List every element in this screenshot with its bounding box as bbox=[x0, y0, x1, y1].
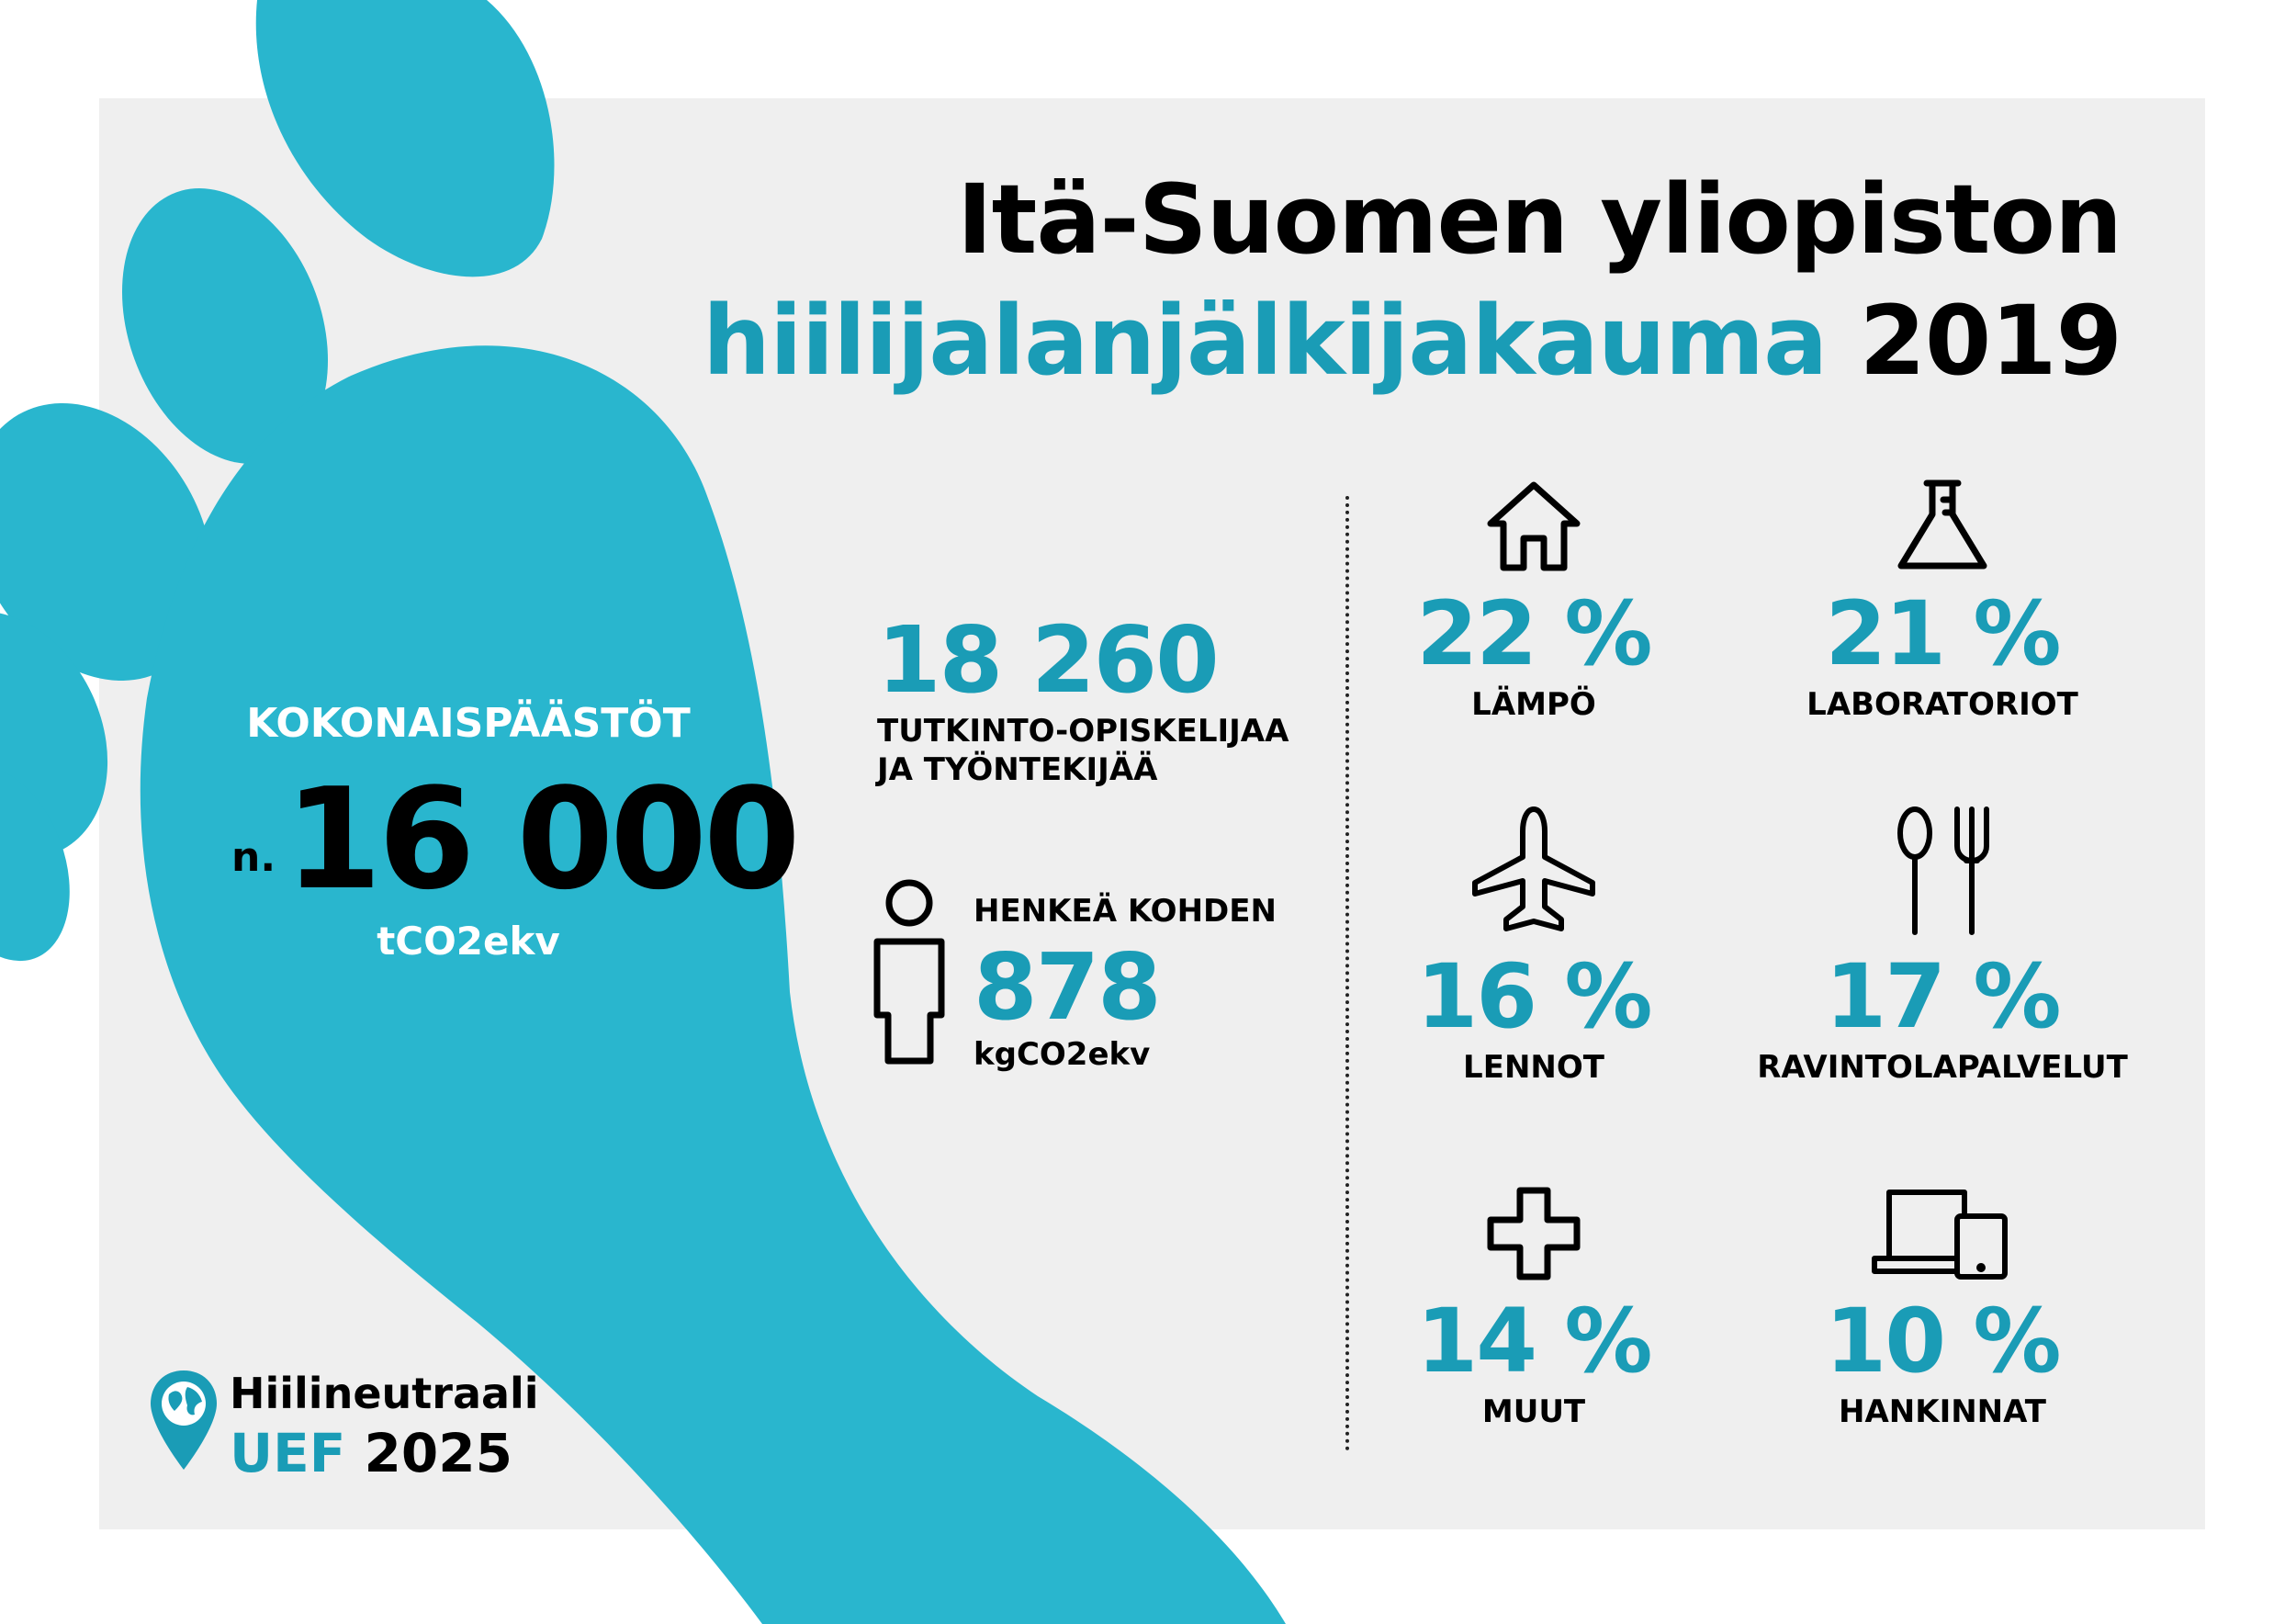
people-label-line2: JA TYÖNTEKIJÄÄ bbox=[877, 751, 1158, 788]
category-pct: 17 % bbox=[1825, 945, 2060, 1048]
per-person-unit: kgCO2ekv bbox=[974, 1036, 1151, 1073]
category-label: RAVINTOLAPALVELUT bbox=[1757, 1049, 2128, 1086]
category-label: LÄMPÖ bbox=[1471, 686, 1596, 723]
category-pct: 21 % bbox=[1825, 582, 2060, 685]
category-label: LABORATORIOT bbox=[1806, 686, 2078, 723]
laptop-tablet-icon bbox=[1869, 1185, 2016, 1281]
total-label: KOKONAISPÄÄSTÖT bbox=[246, 700, 691, 747]
house-icon bbox=[1483, 478, 1584, 574]
title-accent: hiilijalanjälkijakauma bbox=[702, 285, 1828, 397]
total-value: 16 000 bbox=[285, 758, 797, 920]
title-year: 2019 bbox=[1859, 285, 2122, 397]
title-line1: Itä-Suomen yliopiston bbox=[956, 164, 2122, 276]
title-line2 bbox=[703, 285, 2122, 397]
people-label bbox=[877, 712, 1289, 789]
category-restaurants bbox=[1750, 804, 2135, 1088]
category-procurement bbox=[1750, 1185, 2135, 1432]
person-icon bbox=[868, 877, 951, 1070]
total-prefix: n. bbox=[231, 834, 276, 881]
plus-icon bbox=[1483, 1185, 1584, 1281]
category-label: HANKINNAT bbox=[1839, 1393, 2046, 1430]
people-count: 18 260 bbox=[877, 606, 1218, 714]
logo-text-line1: Hiilineutraali bbox=[230, 1369, 539, 1418]
per-person-value: 878 bbox=[974, 933, 1160, 1041]
category-label: MUUT bbox=[1481, 1393, 1586, 1430]
category-other bbox=[1341, 1185, 1727, 1432]
category-flights bbox=[1341, 804, 1727, 1088]
per-person-label: HENKEÄ KOHDEN bbox=[974, 893, 1277, 930]
spoon-fork-icon bbox=[1887, 804, 1998, 937]
category-laboratories bbox=[1750, 478, 2135, 725]
logo-year: 2025 bbox=[364, 1422, 512, 1484]
logo-text-line2 bbox=[230, 1422, 512, 1484]
category-pct: 22 % bbox=[1416, 582, 1651, 685]
globe-pin-icon bbox=[147, 1367, 220, 1475]
category-pct: 14 % bbox=[1416, 1290, 1651, 1393]
people-label-line1: TUTKINTO-OPISKELIJAA bbox=[877, 713, 1289, 750]
category-pct: 16 % bbox=[1416, 945, 1651, 1048]
category-heat bbox=[1341, 478, 1727, 725]
category-pct: 10 % bbox=[1825, 1290, 2060, 1393]
total-unit: tCO2ekv bbox=[377, 919, 560, 964]
logo-accent: UEF bbox=[230, 1422, 346, 1484]
airplane-icon bbox=[1469, 804, 1598, 937]
category-label: LENNOT bbox=[1463, 1049, 1604, 1086]
flask-icon bbox=[1892, 478, 1993, 574]
